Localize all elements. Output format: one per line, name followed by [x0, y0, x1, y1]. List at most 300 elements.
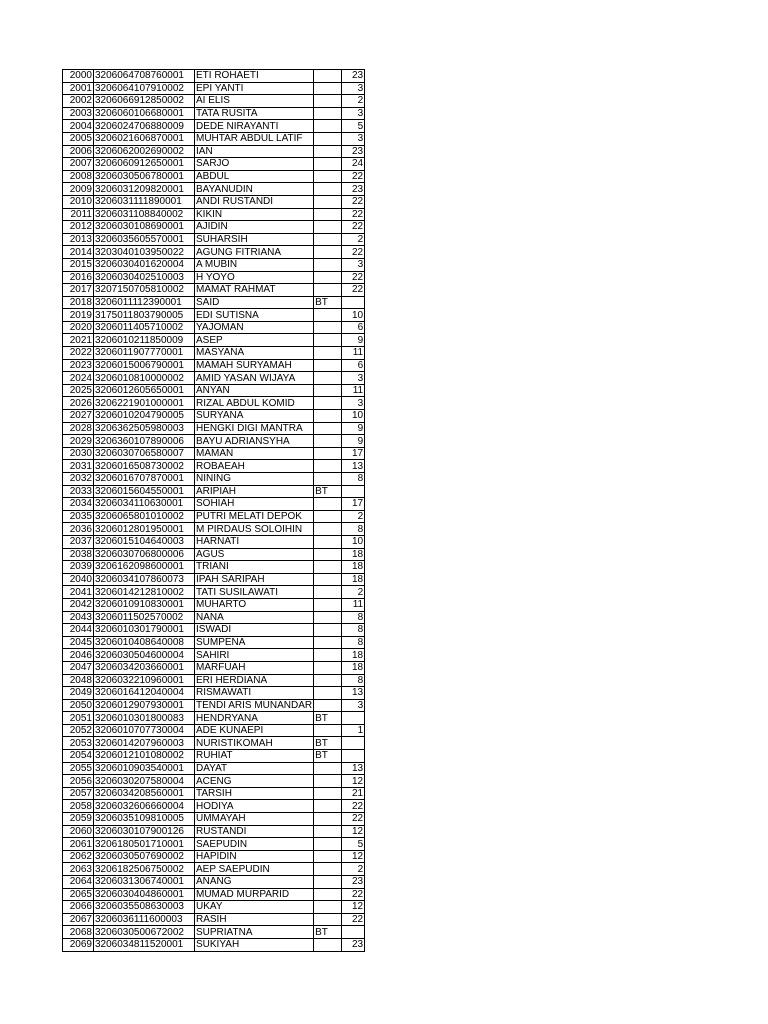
value-cell: 11 — [342, 598, 365, 611]
row-number-cell: 2063 — [63, 863, 94, 876]
row-number-cell: 2040 — [63, 573, 94, 586]
name-cell: AGUS — [195, 548, 314, 561]
table-row — [63, 447, 365, 460]
value-cell: 8 — [342, 611, 365, 624]
status-cell — [314, 95, 342, 108]
name-cell: EPI YANTI — [195, 82, 314, 95]
value-cell: 6 — [342, 359, 365, 372]
nik-cell: 3206030401620004 — [94, 258, 195, 271]
name-cell: UKAY — [195, 901, 314, 914]
row-number-cell: 2019 — [63, 309, 94, 322]
nik-cell: 3206010903540001 — [94, 762, 195, 775]
row-number-cell: 2004 — [63, 120, 94, 133]
name-cell: MASYANA — [195, 347, 314, 360]
status-cell — [314, 762, 342, 775]
status-cell — [314, 208, 342, 221]
value-cell: 12 — [342, 901, 365, 914]
row-number-cell: 2003 — [63, 107, 94, 120]
value-cell: 22 — [342, 284, 365, 297]
table-row — [63, 825, 365, 838]
status-cell — [314, 170, 342, 183]
name-cell: HARNATI — [195, 535, 314, 548]
value-cell: 23 — [342, 938, 365, 951]
nik-cell: 3206011112390001 — [94, 296, 195, 309]
name-cell: RISMAWATI — [195, 687, 314, 700]
table-body — [63, 70, 365, 952]
status-cell — [314, 888, 342, 901]
value-cell: 3 — [342, 107, 365, 120]
nik-cell: 3206012801950001 — [94, 523, 195, 536]
table-row — [63, 787, 365, 800]
table-row — [63, 913, 365, 926]
value-cell — [342, 296, 365, 309]
nik-cell: 3207150705810002 — [94, 284, 195, 297]
name-cell: MUMAD MURPARID — [195, 888, 314, 901]
status-cell — [314, 70, 342, 83]
value-cell: 23 — [342, 876, 365, 889]
name-cell: KIKIN — [195, 208, 314, 221]
nik-cell: 3206036111600003 — [94, 913, 195, 926]
value-cell: 22 — [342, 208, 365, 221]
value-cell: 9 — [342, 435, 365, 448]
table-row — [63, 70, 365, 83]
status-cell: BT — [314, 296, 342, 309]
status-cell — [314, 410, 342, 423]
value-cell: 2 — [342, 233, 365, 246]
value-cell: 24 — [342, 158, 365, 171]
table-row — [63, 498, 365, 511]
table-row — [63, 938, 365, 951]
row-number-cell: 2020 — [63, 321, 94, 334]
name-cell: HAPIDIN — [195, 850, 314, 863]
status-cell — [314, 787, 342, 800]
nik-cell: 3206162098600001 — [94, 561, 195, 574]
nik-cell: 3206010408640008 — [94, 636, 195, 649]
table-row — [63, 460, 365, 473]
table-row — [63, 750, 365, 763]
row-number-cell: 2001 — [63, 82, 94, 95]
name-cell: ADE KUNAEPI — [195, 724, 314, 737]
table-row — [63, 535, 365, 548]
status-cell — [314, 561, 342, 574]
nik-cell: 3206034107860073 — [94, 573, 195, 586]
row-number-cell: 2015 — [63, 258, 94, 271]
row-number-cell: 2005 — [63, 132, 94, 145]
value-cell: 6 — [342, 321, 365, 334]
status-cell — [314, 384, 342, 397]
value-cell: 22 — [342, 246, 365, 259]
row-number-cell: 2047 — [63, 661, 94, 674]
status-cell — [314, 195, 342, 208]
nik-cell: 3206035508630003 — [94, 901, 195, 914]
value-cell: 3 — [342, 82, 365, 95]
row-number-cell: 2013 — [63, 233, 94, 246]
row-number-cell: 2017 — [63, 284, 94, 297]
row-number-cell: 2006 — [63, 145, 94, 158]
table-row — [63, 649, 365, 662]
row-number-cell: 2039 — [63, 561, 94, 574]
nik-cell: 3206065801010002 — [94, 510, 195, 523]
nik-cell: 3206066912850002 — [94, 95, 195, 108]
table-row — [63, 233, 365, 246]
table-row — [63, 422, 365, 435]
status-cell — [314, 258, 342, 271]
nik-cell: 3206016707870001 — [94, 473, 195, 486]
value-cell: 23 — [342, 183, 365, 196]
nik-cell: 3206032606660004 — [94, 800, 195, 813]
row-number-cell: 2035 — [63, 510, 94, 523]
name-cell: SOHIAH — [195, 498, 314, 511]
name-cell: UMMAYAH — [195, 813, 314, 826]
status-cell — [314, 221, 342, 234]
row-number-cell: 2025 — [63, 384, 94, 397]
nik-cell: 3206012605650001 — [94, 384, 195, 397]
table-row — [63, 347, 365, 360]
table-row — [63, 145, 365, 158]
nik-cell: 3206031209820001 — [94, 183, 195, 196]
row-number-cell: 2059 — [63, 813, 94, 826]
name-cell: SUMPENA — [195, 636, 314, 649]
status-cell — [314, 674, 342, 687]
status-cell — [314, 636, 342, 649]
table-row — [63, 183, 365, 196]
name-cell: DAYAT — [195, 762, 314, 775]
nik-cell: 3206031111890001 — [94, 195, 195, 208]
name-cell: DEDE NIRAYANTI — [195, 120, 314, 133]
table-row — [63, 107, 365, 120]
nik-cell: 3206030507690002 — [94, 850, 195, 863]
nik-cell: 3206010910830001 — [94, 598, 195, 611]
status-cell — [314, 813, 342, 826]
status-cell: BT — [314, 750, 342, 763]
nik-cell: 3206010707730004 — [94, 724, 195, 737]
name-cell: PUTRI MELATI DEPOK — [195, 510, 314, 523]
table-row — [63, 800, 365, 813]
nik-cell: 3206011405710002 — [94, 321, 195, 334]
row-number-cell: 2008 — [63, 170, 94, 183]
nik-cell: 3206012101080002 — [94, 750, 195, 763]
name-cell: TARSIH — [195, 787, 314, 800]
status-cell — [314, 460, 342, 473]
table-row — [63, 523, 365, 536]
name-cell: ARIPIAH — [195, 485, 314, 498]
status-cell — [314, 107, 342, 120]
value-cell: 22 — [342, 271, 365, 284]
status-cell — [314, 246, 342, 259]
value-cell: 22 — [342, 170, 365, 183]
status-cell — [314, 321, 342, 334]
nik-cell: 3206062002690002 — [94, 145, 195, 158]
value-cell: 18 — [342, 548, 365, 561]
nik-cell: 3206010204790005 — [94, 410, 195, 423]
row-number-cell: 2052 — [63, 724, 94, 737]
nik-cell: 3206032210960001 — [94, 674, 195, 687]
status-cell — [314, 598, 342, 611]
nik-cell: 3206034110630001 — [94, 498, 195, 511]
value-cell: 18 — [342, 661, 365, 674]
name-cell: RASIH — [195, 913, 314, 926]
row-number-cell: 2014 — [63, 246, 94, 259]
value-cell: 10 — [342, 309, 365, 322]
value-cell — [342, 737, 365, 750]
name-cell: TENDI ARIS MUNANDAR — [196, 699, 313, 711]
name-cell: AMID YASAN WIJAYA — [195, 372, 314, 385]
nik-cell: 3206014207960003 — [94, 737, 195, 750]
status-cell — [314, 611, 342, 624]
nik-cell: 3206035605570001 — [94, 233, 195, 246]
name-cell: TRIANI — [195, 561, 314, 574]
row-number-cell: 2034 — [63, 498, 94, 511]
table-row — [63, 876, 365, 889]
row-number-cell: 2061 — [63, 838, 94, 851]
nik-cell: 3206012907930001 — [94, 699, 195, 712]
nik-cell: 3206016508730002 — [94, 460, 195, 473]
table-row — [63, 712, 365, 725]
nik-cell: 3206030500672002 — [94, 926, 195, 939]
name-cell: TATA RUSITA — [195, 107, 314, 120]
nik-cell: 3206034811520001 — [94, 938, 195, 951]
status-cell — [314, 863, 342, 876]
row-number-cell: 2011 — [63, 208, 94, 221]
table-row — [63, 611, 365, 624]
name-cell: HENGKI DIGI MANTRA — [195, 422, 314, 435]
nik-cell: 3206016412040004 — [94, 687, 195, 700]
nik-cell: 3206030107900126 — [94, 825, 195, 838]
table-row — [63, 132, 365, 145]
nik-cell: 3206030207580004 — [94, 775, 195, 788]
table-row — [63, 586, 365, 599]
row-number-cell: 2032 — [63, 473, 94, 486]
name-cell: HENDRYANA — [195, 712, 314, 725]
row-number-cell: 2062 — [63, 850, 94, 863]
value-cell: 3 — [342, 699, 365, 712]
nik-cell: 3206031108840002 — [94, 208, 195, 221]
nik-cell: 3206064708760001 — [94, 70, 195, 83]
name-cell: IPAH SARIPAH — [195, 573, 314, 586]
name-cell: MAMAH SURYAMAH — [195, 359, 314, 372]
status-cell — [314, 473, 342, 486]
name-cell: MUHARTO — [195, 598, 314, 611]
value-cell: 1 — [342, 724, 365, 737]
name-cell: NANA — [195, 611, 314, 624]
name-cell: SAEPUDIN — [195, 838, 314, 851]
nik-cell: 3206030402510003 — [94, 271, 195, 284]
row-number-cell: 2049 — [63, 687, 94, 700]
nik-cell: 3206015006790001 — [94, 359, 195, 372]
name-cell: MAMAN — [195, 447, 314, 460]
status-cell — [314, 535, 342, 548]
row-number-cell: 2024 — [63, 372, 94, 385]
nik-cell: 3206182506750002 — [94, 863, 195, 876]
value-cell: 8 — [342, 473, 365, 486]
name-cell: TATI SUSILAWATI — [195, 586, 314, 599]
table-row — [63, 724, 365, 737]
table-row — [63, 510, 365, 523]
name-cell: ETI ROHAETI — [195, 70, 314, 83]
name-cell: RIZAL ABDUL KOMID — [195, 397, 314, 410]
nik-cell: 3206221901000001 — [94, 397, 195, 410]
row-number-cell: 2030 — [63, 447, 94, 460]
name-cell: IAN — [195, 145, 314, 158]
table-row — [63, 573, 365, 586]
status-cell — [314, 913, 342, 926]
value-cell: 13 — [342, 460, 365, 473]
status-cell — [314, 372, 342, 385]
name-cell: SAHIRI — [195, 649, 314, 662]
row-number-cell: 2066 — [63, 901, 94, 914]
row-number-cell: 2037 — [63, 535, 94, 548]
table-row — [63, 246, 365, 259]
table-row — [63, 309, 365, 322]
status-cell — [314, 284, 342, 297]
row-number-cell: 2051 — [63, 712, 94, 725]
table-row — [63, 661, 365, 674]
row-number-cell: 2026 — [63, 397, 94, 410]
status-cell — [314, 158, 342, 171]
value-cell: 12 — [342, 775, 365, 788]
name-cell: SUPRIATNA — [195, 926, 314, 939]
nik-cell: 3206360107890006 — [94, 435, 195, 448]
table-row — [63, 636, 365, 649]
value-cell: 10 — [342, 535, 365, 548]
nik-cell: 3206030504600004 — [94, 649, 195, 662]
status-cell — [314, 687, 342, 700]
name-cell: SUHARSIH — [195, 233, 314, 246]
row-number-cell: 2042 — [63, 598, 94, 611]
value-cell: 10 — [342, 410, 365, 423]
table-row — [63, 158, 365, 171]
row-number-cell: 2007 — [63, 158, 94, 171]
value-cell: 22 — [342, 888, 365, 901]
name-cell: SUKIYAH — [195, 938, 314, 951]
row-number-cell: 2065 — [63, 888, 94, 901]
status-cell: BT — [314, 712, 342, 725]
value-cell: 3 — [342, 372, 365, 385]
status-cell — [314, 309, 342, 322]
status-cell: BT — [314, 737, 342, 750]
name-cell: AEP SAEPUDIN — [195, 863, 314, 876]
status-cell — [314, 183, 342, 196]
table-row — [63, 410, 365, 423]
table-row — [63, 284, 365, 297]
nik-cell: 3175011803790005 — [94, 309, 195, 322]
value-cell: 2 — [342, 510, 365, 523]
row-number-cell: 2022 — [63, 347, 94, 360]
table-row — [63, 901, 365, 914]
row-number-cell: 2023 — [63, 359, 94, 372]
row-number-cell: 2010 — [63, 195, 94, 208]
nik-cell: 3206064107910002 — [94, 82, 195, 95]
row-number-cell: 2021 — [63, 334, 94, 347]
row-number-cell: 2046 — [63, 649, 94, 662]
table-row — [63, 82, 365, 95]
status-cell — [314, 498, 342, 511]
row-number-cell: 2057 — [63, 787, 94, 800]
name-cell: AJIDIN — [195, 221, 314, 234]
row-number-cell: 2048 — [63, 674, 94, 687]
table-row — [63, 548, 365, 561]
name-cell: RUHIAT — [195, 750, 314, 763]
name-cell: ABDUL — [195, 170, 314, 183]
value-cell: 22 — [342, 813, 365, 826]
row-number-cell: 2000 — [63, 70, 94, 83]
table-row — [63, 485, 365, 498]
data-table — [62, 69, 365, 952]
status-cell — [314, 132, 342, 145]
value-cell — [342, 485, 365, 498]
row-number-cell: 2009 — [63, 183, 94, 196]
nik-cell: 3206010211850009 — [94, 334, 195, 347]
status-cell — [314, 271, 342, 284]
status-cell — [314, 573, 342, 586]
status-cell — [314, 649, 342, 662]
table-row — [63, 397, 365, 410]
name-cell: ROBAEAH — [195, 460, 314, 473]
status-cell — [314, 901, 342, 914]
value-cell: 13 — [342, 762, 365, 775]
status-cell — [314, 334, 342, 347]
name-cell: M PIRDAUS SOLOIHIN — [195, 523, 314, 536]
row-number-cell: 2016 — [63, 271, 94, 284]
value-cell: 3 — [342, 132, 365, 145]
status-cell: BT — [314, 926, 342, 939]
status-cell — [314, 661, 342, 674]
nik-cell: 3206030706580007 — [94, 447, 195, 460]
name-cell: BAYU ADRIANSYHA — [195, 435, 314, 448]
table-row — [63, 95, 365, 108]
value-cell: 18 — [342, 573, 365, 586]
nik-cell: 3206010301800083 — [94, 712, 195, 725]
table-row — [63, 384, 365, 397]
value-cell: 11 — [342, 347, 365, 360]
status-cell — [314, 397, 342, 410]
value-cell: 8 — [342, 674, 365, 687]
status-cell — [314, 422, 342, 435]
row-number-cell: 2060 — [63, 825, 94, 838]
table-row — [63, 208, 365, 221]
value-cell: 5 — [342, 838, 365, 851]
row-number-cell: 2027 — [63, 410, 94, 423]
table-row — [63, 372, 365, 385]
table-row — [63, 221, 365, 234]
row-number-cell: 2029 — [63, 435, 94, 448]
name-cell: MARFUAH — [195, 661, 314, 674]
name-cell: MUHTAR ABDUL LATIF — [195, 132, 314, 145]
value-cell: 22 — [342, 800, 365, 813]
value-cell: 23 — [342, 145, 365, 158]
name-cell: SURYANA — [195, 410, 314, 423]
value-cell: 9 — [342, 422, 365, 435]
value-cell: 12 — [342, 825, 365, 838]
nik-cell: 3206060912650001 — [94, 158, 195, 171]
row-number-cell: 2054 — [63, 750, 94, 763]
name-cell: HODIYA — [195, 800, 314, 813]
value-cell: 9 — [342, 334, 365, 347]
nik-cell: 3206060106680001 — [94, 107, 195, 120]
nik-cell: 3206010810000002 — [94, 372, 195, 385]
row-number-cell: 2036 — [63, 523, 94, 536]
nik-cell: 3206014212810002 — [94, 586, 195, 599]
table-row — [63, 321, 365, 334]
table-row — [63, 888, 365, 901]
name-cell: ERI HERDIANA — [195, 674, 314, 687]
row-number-cell: 2038 — [63, 548, 94, 561]
nik-cell: 3206011907770001 — [94, 347, 195, 360]
value-cell: 3 — [342, 258, 365, 271]
table-row — [63, 813, 365, 826]
value-cell: 17 — [342, 498, 365, 511]
nik-cell: 3203040103950022 — [94, 246, 195, 259]
